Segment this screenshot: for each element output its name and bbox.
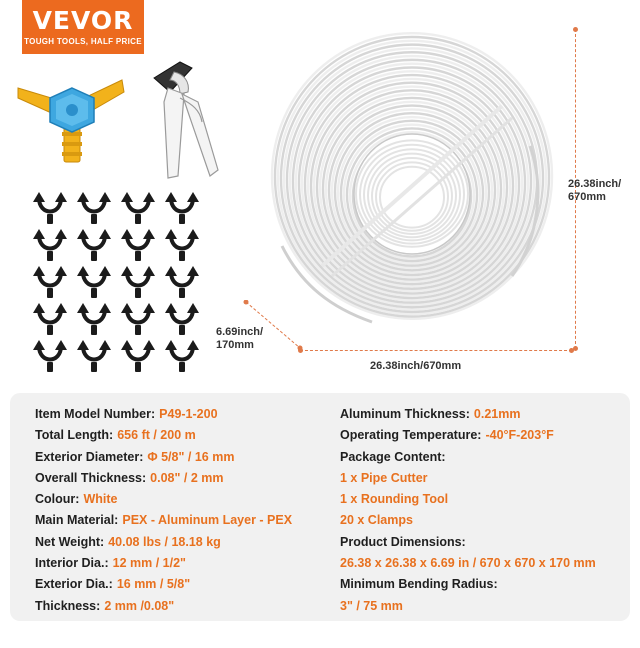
clamp-icon	[74, 264, 114, 300]
spec-value: 0.08" / 2 mm	[150, 470, 224, 485]
width-label: 26.38inch/670mm	[370, 360, 462, 372]
spec-row	[35, 489, 335, 510]
spec-label: Colour:	[35, 492, 80, 507]
height-label: 26.38inch/ 670mm	[568, 178, 622, 203]
clamp-icon	[162, 301, 202, 337]
spec-value: 16 mm / 5/8"	[116, 577, 191, 592]
spec-label: Total Length:	[35, 428, 114, 443]
spec-row	[340, 404, 625, 425]
spec-label: Exterior Diameter:	[35, 449, 144, 464]
spec-value: 40.08 lbs / 18.18 kg	[108, 534, 221, 549]
spec-value: Φ 5/8" / 16 mm	[147, 449, 235, 464]
brand-name: VEVOR	[32, 6, 134, 35]
brand-tagline: TOUGH TOOLS, HALF PRICE	[24, 37, 142, 46]
spec-label: Aluminum Thickness:	[340, 407, 470, 421]
spec-row	[35, 596, 335, 617]
specs-right-column	[340, 404, 625, 617]
clamp-icon	[30, 227, 70, 263]
spec-row	[35, 425, 335, 446]
pipe-cutter-icon	[140, 58, 224, 183]
spec-label: Operating Temperature:	[340, 428, 482, 443]
spec-value: 0.21mm	[473, 407, 521, 421]
clamp-icon	[118, 264, 158, 300]
spec-label: Main Material:	[35, 513, 119, 528]
clamp-icon	[30, 338, 70, 374]
clamp-icon	[30, 301, 70, 337]
clamp-icon	[162, 338, 202, 374]
spec-value: 20 x Clamps	[340, 513, 413, 528]
spec-row	[35, 447, 335, 468]
spec-value: -40°F-203°F	[485, 428, 554, 443]
spec-row	[340, 574, 625, 595]
depth-label: 6.69inch/ 170mm	[216, 326, 264, 351]
spec-value: 12 mm / 1/2"	[112, 556, 186, 571]
spec-row	[340, 510, 625, 531]
spec-row	[35, 532, 335, 553]
spec-label: Package Content:	[340, 449, 446, 464]
clamp-icon	[74, 227, 114, 263]
spec-label: Minimum Bending Radius:	[340, 577, 498, 592]
spec-label: Interior Dia.:	[35, 556, 109, 571]
brand-logo	[22, 0, 144, 54]
spec-row	[340, 553, 625, 574]
spec-value: P49-1-200	[159, 407, 218, 421]
clamp-icon	[74, 301, 114, 337]
clamp-icon	[162, 264, 202, 300]
spec-row	[340, 489, 625, 510]
spec-label: Net Weight:	[35, 534, 105, 549]
spec-row	[340, 532, 625, 553]
spec-label: Overall Thickness:	[35, 470, 147, 485]
clamp-icon	[118, 301, 158, 337]
width-dimension-line	[300, 350, 572, 351]
spec-row	[35, 404, 335, 425]
clamp-icon	[118, 190, 158, 226]
spec-label: Thickness:	[35, 598, 101, 613]
spec-value: PEX - Aluminum Layer - PEX	[122, 513, 293, 528]
spec-value: 1 x Rounding Tool	[340, 492, 449, 507]
spec-row	[340, 425, 625, 446]
spec-label: Item Model Number:	[35, 407, 156, 421]
spec-value: 1 x Pipe Cutter	[340, 470, 428, 485]
spec-value: 656 ft / 200 m	[117, 428, 196, 443]
spec-row	[340, 447, 625, 468]
specs-panel	[10, 393, 630, 621]
pipe-coil-image	[262, 26, 562, 356]
spec-row	[35, 553, 335, 574]
clamp-icon	[162, 190, 202, 226]
rounding-tool-icon	[14, 70, 126, 170]
clamp-icon	[118, 338, 158, 374]
spec-value: 2 mm /0.08"	[104, 598, 175, 613]
clamps-group	[30, 190, 210, 375]
clamp-icon	[118, 227, 158, 263]
spec-row	[340, 468, 625, 489]
clamp-icon	[30, 190, 70, 226]
spec-value: White	[83, 492, 118, 507]
clamp-icon	[162, 227, 202, 263]
specs-left-column	[35, 404, 335, 617]
clamp-icon	[74, 190, 114, 226]
spec-label: Exterior Dia.:	[35, 577, 113, 592]
spec-row	[35, 468, 335, 489]
spec-label: Product Dimensions:	[340, 534, 466, 549]
spec-row	[340, 596, 625, 617]
spec-value: 3" / 75 mm	[340, 598, 403, 613]
spec-value: 26.38 x 26.38 x 6.69 in / 670 x 670 x 170 mm	[340, 556, 596, 571]
clamp-icon	[74, 338, 114, 374]
clamp-icon	[30, 264, 70, 300]
spec-row	[35, 510, 335, 531]
spec-row	[35, 574, 335, 595]
